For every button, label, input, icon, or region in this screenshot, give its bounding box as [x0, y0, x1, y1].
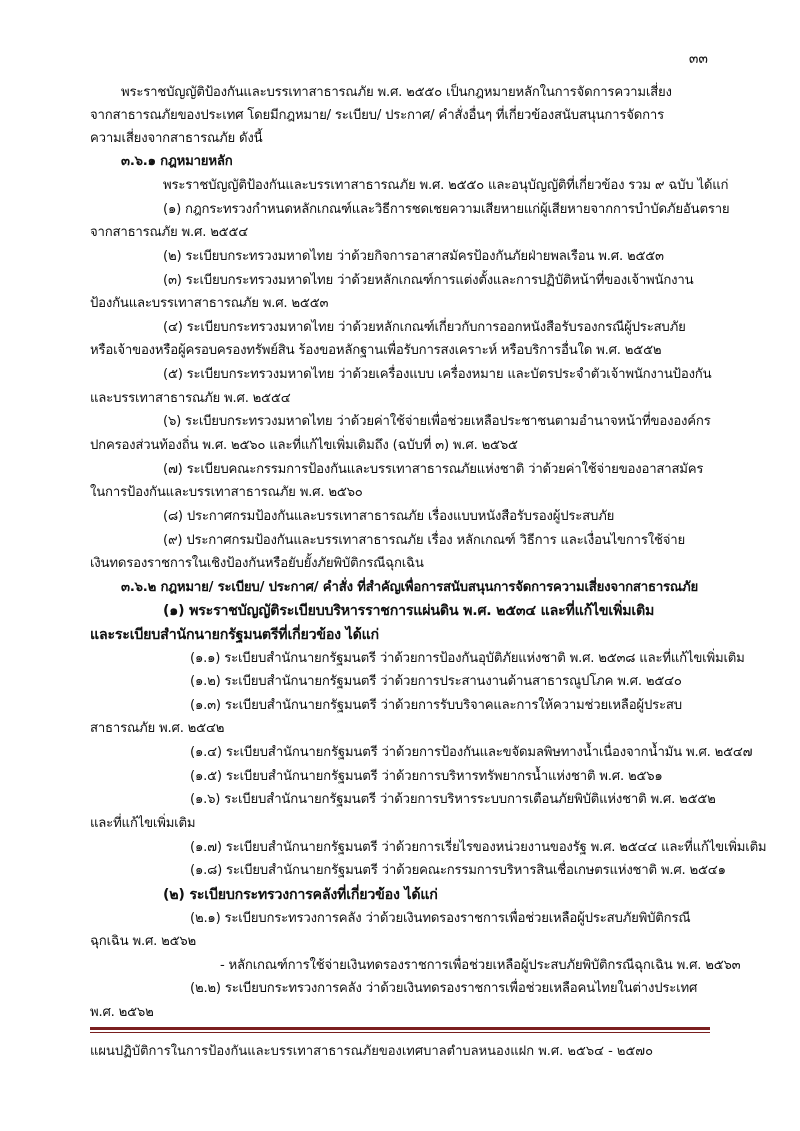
- list-item: (๑.๔) ระเบียบสำนักนายกรัฐมนตรี ว่าด้วยการป้องกันและขจัดมลพิษทางน้ำเนื่องจากน้ำมัน พ.ศ. ๒๕๔๗: [190, 745, 753, 760]
- list-item: (๔) ระเบียบกระทรวงมหาดไทย ว่าด้วยหลักเกณฑ์เกี่ยวกับการออกหนังสือรับรองกรณีผู้ประสบภัย: [163, 320, 686, 335]
- page-number: ๓๓: [688, 51, 708, 67]
- list-item-continuation: ฉุกเฉิน พ.ศ. ๒๕๖๒: [90, 934, 197, 949]
- intro-line: ความเสี่ยงจากสาธารณภัย ดังนี้: [90, 131, 263, 146]
- list-item-continuation: จากสาธารณภัย พ.ศ. ๒๕๕๔: [90, 225, 249, 240]
- footer-text: แผนปฏิบัติการในการป้องกันและบรรเทาสาธารณภัยของเทศบาลตำบลหนองแฝก พ.ศ. ๒๕๖๔ - ๒๕๗๐: [90, 1044, 654, 1059]
- list-item: (๕) ระเบียบกระทรวงมหาดไทย ว่าด้วยเครื่องแบบ เครื่องหมาย และบัตรประจำตัวเจ้าพนักงานป้องกัน: [163, 367, 712, 382]
- list-item: (๒) ระเบียบกระทรวงมหาดไทย ว่าด้วยกิจการอาสาสมัครป้องกันภัยฝ่ายพลเรือน พ.ศ. ๒๕๕๓: [163, 249, 664, 264]
- list-item: (๒.๒) ระเบียบกระทรวงการคลัง ว่าด้วยเงินทดรองราชการเพื่อช่วยเหลือคนไทยในต่างประเทศ: [190, 981, 698, 996]
- list-item: (๓) ระเบียบกระทรวงมหาดไทย ว่าด้วยหลักเกณฑ์การแต่งตั้งและการปฏิบัติหน้าที่ของเจ้าพนักงาน: [163, 273, 694, 288]
- intro-line: จากสาธารณภัยของประเทศ โดยมีกฎหมาย/ ระเบียบ/ ประกาศ/ คำสั่งอื่นๆ ที่เกี่ยวข้องสนับสนุนการจัดการ: [90, 108, 664, 123]
- subsection-heading: (๒) ระเบียบกระทรวงการคลังที่เกี่ยวข้อง ได้แก่: [163, 887, 438, 903]
- sub-list-item: - หลักเกณฑ์การใช้จ่ายเงินทดรองราชการเพื่อช่วยเหลือผู้ประสบภัยพิบัติกรณีฉุกเฉิน พ.ศ. ๒๕๖๓: [220, 958, 741, 973]
- list-item-continuation: หรือเจ้าของหรือผู้ครอบครองทรัพย์สิน ร้องขอหลักฐานเพื่อรับการสงเคราะห์ หรือบริการอื่นใด พ.ศ. ๒๕๕๒: [90, 343, 662, 358]
- list-item: (๑.๓) ระเบียบสำนักนายกรัฐมนตรี ว่าด้วยการรับบริจาคและการให้ความช่วยเหลือผู้ประสบ: [190, 698, 682, 713]
- intro-line: พระราชบัญญัติป้องกันและบรรเทาสาธารณภัย พ.ศ. ๒๕๕๐ เป็นกฎหมายหลักในการจัดการความเสี่ยง: [121, 85, 672, 100]
- subsection-heading: (๑) พระราชบัญญัติระเบียบบริหารราชการแผ่นดิน พ.ศ. ๒๕๓๔ และที่แก้ไขเพิ่มเติม: [163, 603, 655, 619]
- list-item-continuation: ในการป้องกันและบรรเทาสาธารณภัย พ.ศ. ๒๕๖๐: [90, 485, 363, 500]
- list-item-continuation: พ.ศ. ๒๕๖๒: [90, 1005, 154, 1020]
- list-item: (๑.๑) ระเบียบสำนักนายกรัฐมนตรี ว่าด้วยการป้องกันอุบัติภัยแห่งชาติ พ.ศ. ๒๕๓๘ และที่แก้ไขเพิ่มเติม: [190, 651, 745, 666]
- list-item: (๘) ประกาศกรมป้องกันและบรรเทาสาธารณภัย เรื่องแบบหนังสือรับรองผู้ประสบภัย: [163, 509, 615, 524]
- list-item-continuation: เงินทดรองราชการในเชิงป้องกันหรือยับยั้งภัยพิบัติกรณีฉุกเฉิน: [90, 556, 424, 571]
- list-item-continuation: และที่แก้ไขเพิ่มเติม: [90, 816, 196, 831]
- list-item: (๖) ระเบียบกระทรวงมหาดไทย ว่าด้วยค่าใช้จ่ายเพื่อช่วยเหลือประชาชนตามอำนาจหน้าที่ขององค์กร: [163, 414, 711, 429]
- list-item: (๑.๒) ระเบียบสำนักนายกรัฐมนตรี ว่าด้วยการประสานงานด้านสาธารณูปโภค พ.ศ. ๒๕๔๐: [190, 674, 682, 689]
- section-heading-3-6-1: ๓.๖.๑ กฎหมายหลัก: [121, 154, 233, 169]
- list-item: (๙) ประกาศกรมป้องกันและบรรเทาสาธารณภัย เรื่อง หลักเกณฑ์ วิธีการ และเงื่อนไขการใช้จ่าย: [163, 533, 685, 548]
- list-item-continuation: สาธารณภัย พ.ศ. ๒๕๔๒: [90, 721, 225, 736]
- list-item: (๑.๘) ระเบียบสำนักนายกรัฐมนตรี ว่าด้วยคณะกรรมการบริหารสินเชื่อเกษตรแห่งชาติ พ.ศ. ๒๕๔๑: [190, 863, 726, 878]
- list-item-continuation: ป้องกันและบรรเทาสาธารณภัย พ.ศ. ๒๕๕๓: [90, 296, 329, 311]
- footer-rule: [90, 1027, 710, 1030]
- list-item-continuation: ปกครองส่วนท้องถิ่น พ.ศ. ๒๕๖๐ และที่แก้ไขเพิ่มเติมถึง (ฉบับที่ ๓) พ.ศ. ๒๕๖๕: [90, 438, 518, 453]
- list-item-continuation: และบรรเทาสาธารณภัย พ.ศ. ๒๕๕๔: [90, 391, 291, 406]
- subsection-heading-continuation: และระเบียบสำนักนายกรัฐมนตรีที่เกี่ยวข้อง ได้แก่: [90, 627, 379, 643]
- list-item: (๑.๖) ระเบียบสำนักนายกรัฐมนตรี ว่าด้วยการบริหารระบบการเตือนภัยพิบัติแห่งชาติ พ.ศ. ๒๕๕๒: [190, 792, 716, 807]
- list-item: (๑) กฎกระทรวงกำหนดหลักเกณฑ์และวิธีการชดเชยความเสียหายแก่ผู้เสียหายจากการบำบัดภัยอันตราย: [163, 202, 730, 217]
- list-item: (๒.๑) ระเบียบกระทรวงการคลัง ว่าด้วยเงินทดรองราชการเพื่อช่วยเหลือผู้ประสบภัยพิบัติกรณี: [190, 911, 691, 926]
- footer-rule-thin: [90, 1032, 710, 1033]
- list-item: (๑.๗) ระเบียบสำนักนายกรัฐมนตรี ว่าด้วยการเรี่ยไรของหน่วยงานของรัฐ พ.ศ. ๒๕๔๔ และที่แก้ไขเพิ่มเติม: [190, 840, 767, 855]
- list-item: (๗) ระเบียบคณะกรรมการป้องกันและบรรเทาสาธารณภัยแห่งชาติ ว่าด้วยค่าใช้จ่ายของอาสาสมัคร: [163, 462, 704, 477]
- paragraph-line: พระราชบัญญัติป้องกันและบรรเทาสาธารณภัย พ.ศ. ๒๕๕๐ และอนุบัญญัติที่เกี่ยวข้อง รวม ๙ ฉบับ ได้แก่: [163, 178, 729, 193]
- section-heading-3-6-2: ๓.๖.๒ กฎหมาย/ ระเบียบ/ ประกาศ/ คำสั่ง ที่สำคัญเพื่อการสนับสนุนการจัดการความเสี่ยงจากสาธารณภัย: [121, 580, 698, 595]
- list-item: (๑.๕) ระเบียบสำนักนายกรัฐมนตรี ว่าด้วยการบริหารทรัพยากรน้ำแห่งชาติ พ.ศ. ๒๕๖๑: [190, 769, 663, 784]
